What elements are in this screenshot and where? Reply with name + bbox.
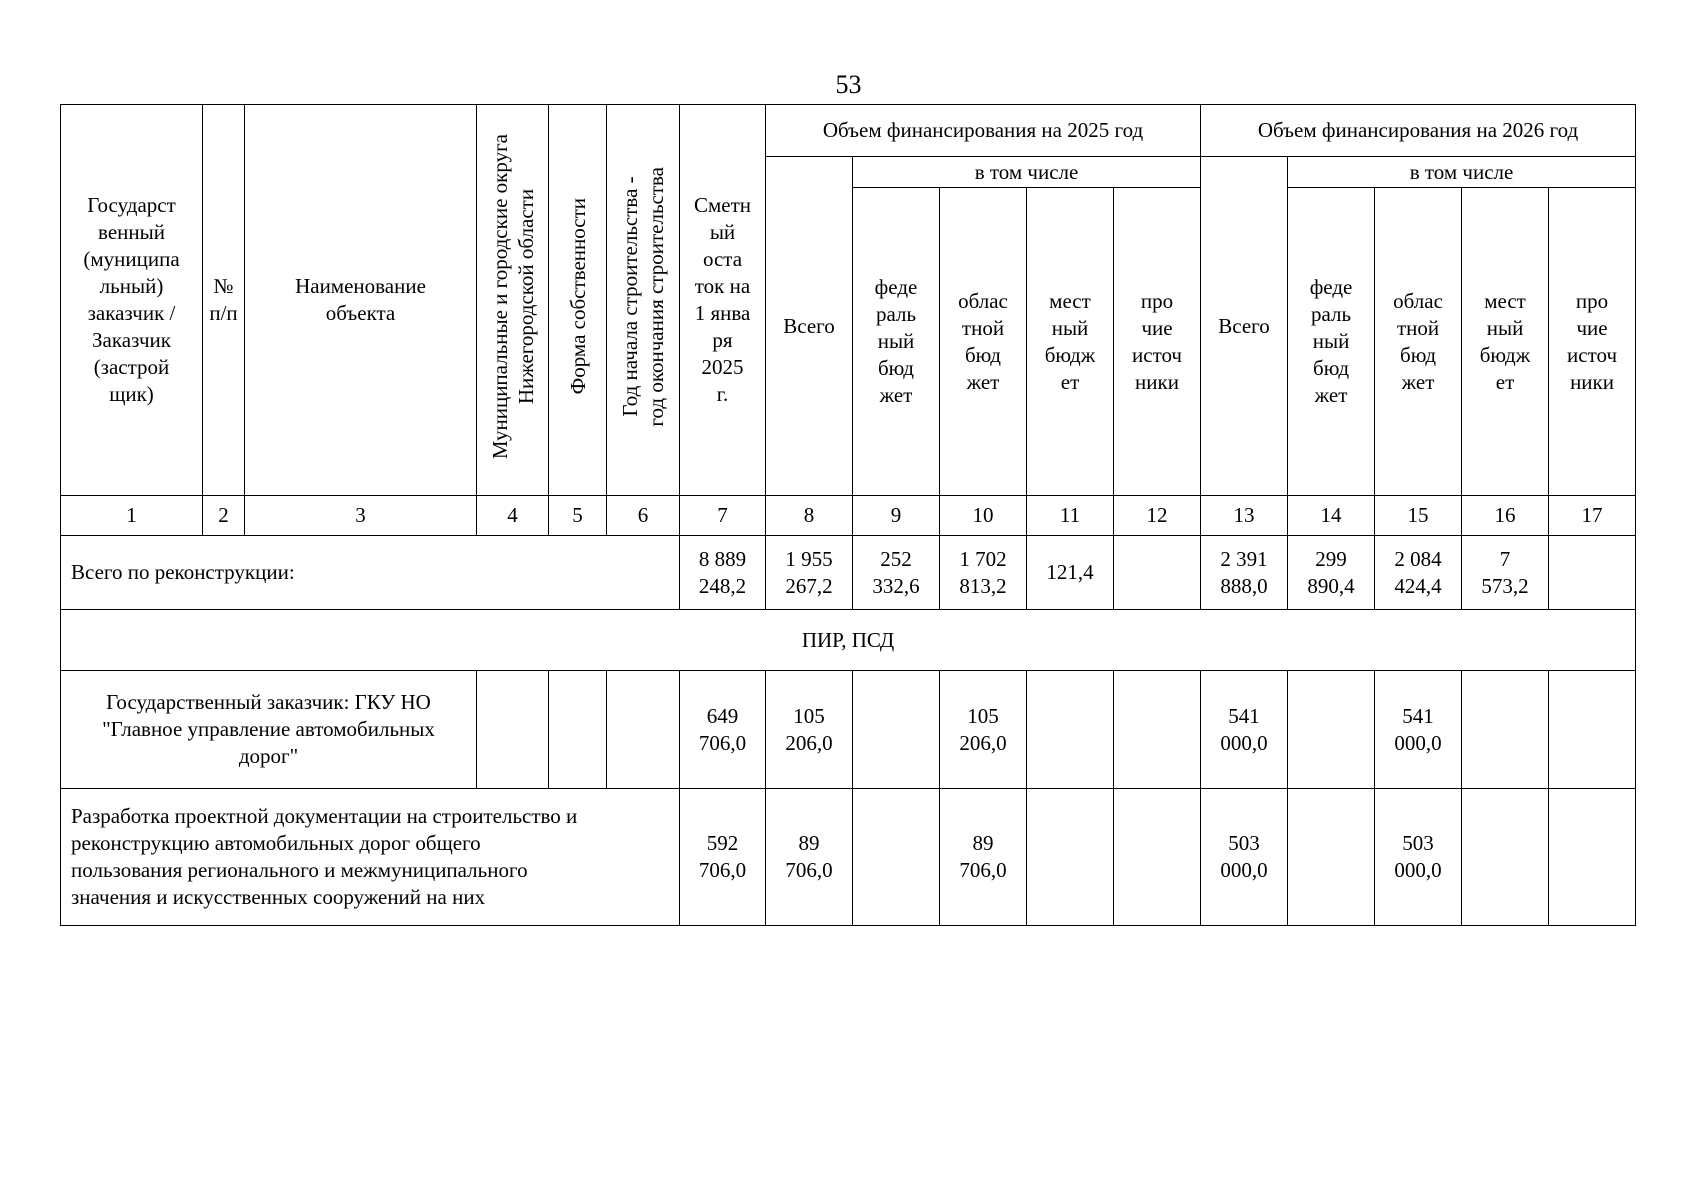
- customer-c13: 541 000,0: [1201, 671, 1288, 789]
- total-c16: 7 573,2: [1462, 536, 1549, 610]
- header-row-1: [61, 105, 1636, 157]
- total-c17: [1549, 536, 1636, 610]
- col-number: 2: [203, 496, 245, 536]
- col-number: 3: [245, 496, 477, 536]
- column-number-row: [61, 496, 1636, 536]
- col-number: 12: [1114, 496, 1201, 536]
- header-funding-2025: Объем финансирования на 2025 год: [766, 105, 1201, 157]
- col-number: 8: [766, 496, 853, 536]
- object-c16: [1462, 789, 1549, 926]
- customer-c12: [1114, 671, 1201, 789]
- header-total-2026: Всего: [1201, 157, 1288, 496]
- header-total-2025: Всего: [766, 157, 853, 496]
- header-regional-2026: облас тной бюд жет: [1375, 188, 1462, 496]
- header-regional-2025: облас тной бюд жет: [940, 188, 1027, 496]
- header-years-cell: [607, 105, 680, 496]
- col-number: 1: [61, 496, 203, 536]
- header-ownership-cell: [549, 105, 607, 496]
- object-row-label: Разработка проектной документации на строительство и реконструкцию автомобильных дорог общего пользования регионального и межмуниципального значения и искусственных сооружений на них: [61, 789, 680, 926]
- col-number: 10: [940, 496, 1027, 536]
- object-row: [61, 789, 1636, 926]
- object-c17: [1549, 789, 1636, 926]
- header-years: Год начала строительства - год окончания строительства: [618, 166, 668, 427]
- object-c14: [1288, 789, 1375, 926]
- total-c11: 121,4: [1027, 536, 1114, 610]
- object-c9: [853, 789, 940, 926]
- total-c8: 1 955 267,2: [766, 536, 853, 610]
- page-number: 53: [835, 70, 862, 99]
- customer-c17: [1549, 671, 1636, 789]
- col-number: 11: [1027, 496, 1114, 536]
- total-c15: 2 084 424,4: [1375, 536, 1462, 610]
- object-c11: [1027, 789, 1114, 926]
- header-funding-2026: Объем финансирования на 2026 год: [1201, 105, 1636, 157]
- header-estimate-remainder: Сметн ый оста ток на 1 янва ря 2025 г.: [680, 105, 766, 496]
- section-title: ПИР, ПСД: [61, 610, 1636, 671]
- customer-c10: 105 206,0: [940, 671, 1027, 789]
- customer-c16: [1462, 671, 1549, 789]
- col-number: 15: [1375, 496, 1462, 536]
- customer-c15: 541 000,0: [1375, 671, 1462, 789]
- col-number: 17: [1549, 496, 1636, 536]
- object-c13: 503 000,0: [1201, 789, 1288, 926]
- header-num: № п/п: [203, 105, 245, 496]
- col-number: 9: [853, 496, 940, 536]
- financing-table: [60, 104, 1636, 926]
- customer-c4: [477, 671, 549, 789]
- col-number: 6: [607, 496, 680, 536]
- customer-row: [61, 671, 1636, 789]
- customer-c14: [1288, 671, 1375, 789]
- customer-c7: 649 706,0: [680, 671, 766, 789]
- header-local-2026: мест ный бюдж ет: [1462, 188, 1549, 496]
- total-row-label: Всего по реконструкции:: [61, 536, 680, 610]
- total-row: [61, 536, 1636, 610]
- object-c12: [1114, 789, 1201, 926]
- header-federal-2025: феде раль ный бюд жет: [853, 188, 940, 496]
- header-municipality-cell: [477, 105, 549, 496]
- object-c10: 89 706,0: [940, 789, 1027, 926]
- header-other-2025: про чие источ ники: [1114, 188, 1201, 496]
- total-c14: 299 890,4: [1288, 536, 1375, 610]
- customer-c5: [549, 671, 607, 789]
- header-ownership: Форма собственности: [565, 198, 590, 395]
- customer-row-label: Государственный заказчик: ГКУ НО "Главное управление автомобильных дорог": [61, 671, 477, 789]
- total-c10: 1 702 813,2: [940, 536, 1027, 610]
- section-row: [61, 610, 1636, 671]
- col-number: 14: [1288, 496, 1375, 536]
- total-c13: 2 391 888,0: [1201, 536, 1288, 610]
- customer-c6: [607, 671, 680, 789]
- customer-c8: 105 206,0: [766, 671, 853, 789]
- header-customer: Государст венный (муниципа льный) заказчик / Заказчик (застрой щик): [61, 105, 203, 496]
- header-including-2026: в том числе: [1288, 157, 1636, 188]
- col-number: 13: [1201, 496, 1288, 536]
- header-local-2025: мест ный бюдж ет: [1027, 188, 1114, 496]
- customer-c9: [853, 671, 940, 789]
- header-municipality: Муниципальные и городские округа Нижегородской области: [487, 133, 538, 460]
- col-number: 4: [477, 496, 549, 536]
- total-c7: 8 889 248,2: [680, 536, 766, 610]
- customer-c11: [1027, 671, 1114, 789]
- object-c8: 89 706,0: [766, 789, 853, 926]
- object-c15: 503 000,0: [1375, 789, 1462, 926]
- col-number: 16: [1462, 496, 1549, 536]
- header-federal-2026: феде раль ный бюд жет: [1288, 188, 1375, 496]
- col-number: 7: [680, 496, 766, 536]
- header-including-2025: в том числе: [853, 157, 1201, 188]
- header-object-name: Наименование объекта: [245, 105, 477, 496]
- col-number: 5: [549, 496, 607, 536]
- total-c9: 252 332,6: [853, 536, 940, 610]
- total-c12: [1114, 536, 1201, 610]
- object-c7: 592 706,0: [680, 789, 766, 926]
- header-other-2026: про чие источ ники: [1549, 188, 1636, 496]
